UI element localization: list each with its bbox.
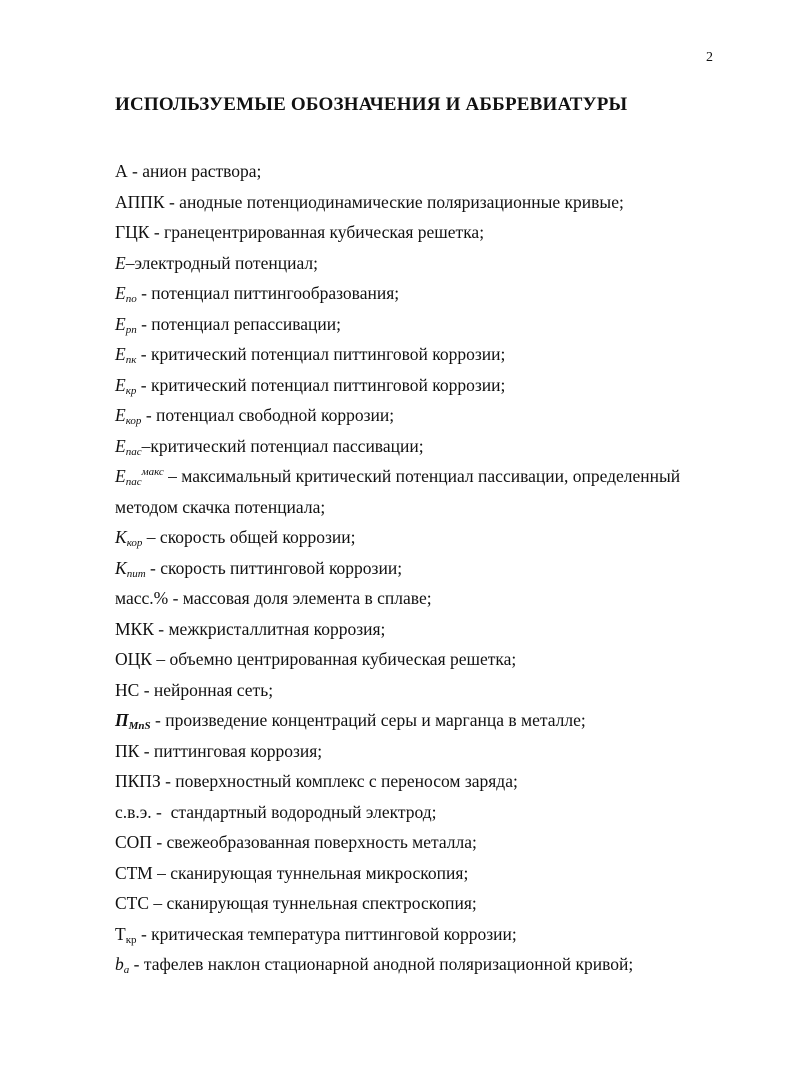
entry-subscript: пк: [125, 354, 137, 366]
abbreviation-list: [115, 156, 725, 980]
entry-text: межкристаллитная коррозия;: [168, 618, 386, 639]
list-item: [115, 553, 725, 584]
entry-separator: -: [153, 618, 169, 639]
entry-text: максимальный критический потенциал пассивации, определенный методом скачка потенциала;: [115, 466, 681, 517]
entry-subscript: MnS: [128, 720, 151, 732]
entry-text: скорость питтинговой коррозии;: [160, 557, 403, 578]
entry-text: анион раствора;: [142, 161, 262, 181]
entry-symbol: СТМ: [115, 862, 153, 883]
entry-text: тафелев наклон стационарной анодной поляризационной кривой;: [143, 954, 634, 974]
entry-text: объемно центрированная кубическая решетка;: [169, 649, 517, 669]
list-item: [115, 614, 725, 645]
entry-subscript: кр: [125, 933, 137, 946]
entry-separator: -: [136, 923, 152, 944]
entry-text: критический потенциал питтинговой коррозии;: [150, 344, 506, 364]
entry-separator: –: [141, 435, 151, 456]
entry-symbol: $E_{пас}$: [115, 435, 142, 458]
entry-text: стандартный водородный электрод;: [170, 801, 437, 822]
list-item: [115, 400, 725, 431]
entry-symbol: $E_{по}$: [115, 283, 137, 305]
list-item: [115, 705, 725, 736]
list-item: [115, 278, 725, 309]
entry-symbol: $K_{кор}$: [115, 527, 143, 549]
entry-text: нейронная сеть;: [153, 679, 274, 700]
entry-text: сканирующая туннельная микроскопия;: [170, 862, 469, 883]
entry-symbol: $E_{рп}$: [115, 313, 137, 336]
entry-subscript: по: [125, 293, 137, 305]
entry-separator: -: [129, 954, 144, 974]
entry-separator: –: [125, 252, 135, 273]
entry-separator: -: [141, 405, 157, 425]
entry-text: критический потенциал питтинговой коррозии;: [150, 374, 506, 395]
entry-separator: -: [160, 771, 176, 791]
list-item: [115, 217, 725, 248]
entry-text: потенциал свободной коррозии;: [156, 405, 395, 425]
entry-text: питтинговая коррозия;: [153, 740, 323, 761]
entry-separator: -: [145, 557, 161, 578]
list-item: [115, 827, 725, 858]
entry-text: критический потенциал пассивации;: [150, 435, 424, 456]
list-item: [115, 644, 725, 675]
entry-subscript: кор: [125, 415, 142, 427]
list-item: [115, 309, 725, 340]
entry-text: электродный потенциал;: [134, 252, 318, 273]
page-number: 2: [706, 50, 713, 65]
entry-separator: –: [149, 893, 167, 913]
entry-separator: -: [164, 191, 180, 212]
list-item: [115, 797, 725, 828]
entry-superscript: макс: [141, 466, 164, 478]
entry-symbol: $E_{пк}$: [115, 344, 137, 366]
entry-separator: -: [151, 801, 171, 822]
entry-text: произведение концентраций серы и марганца в металле;: [165, 710, 586, 730]
list-item: [115, 522, 725, 553]
entry-subscript: кр: [125, 384, 137, 397]
entry-separator: -: [136, 374, 151, 395]
list-item: [115, 187, 725, 218]
entry-separator: -: [149, 222, 165, 242]
entry-text: потенциал репассивации;: [151, 313, 342, 334]
entry-separator: -: [136, 283, 152, 303]
entry-symbol: с.в.э.: [115, 801, 152, 822]
entry-separator: –: [142, 527, 160, 547]
entry-symbol: $П_{MnS}$: [115, 710, 151, 732]
entry-symbol: $E_{кр}$: [115, 374, 137, 397]
entry-separator: –: [151, 649, 170, 669]
entry-symbol: $K_{пит}$: [115, 557, 146, 580]
list-item: [115, 339, 725, 370]
list-item: [115, 949, 725, 980]
list-item: [115, 583, 725, 614]
list-item: [115, 461, 725, 522]
page-title: ИСПОЛЬЗУЕМЫЕ ОБОЗНАЧЕНИЯ И АББРЕВИАТУРЫ: [115, 94, 628, 115]
list-item: [115, 370, 725, 401]
entry-subscript: пас: [125, 476, 142, 488]
entry-subscript: кор: [126, 537, 143, 549]
list-item: [115, 431, 725, 462]
entry-symbol: ГЦК: [115, 222, 150, 242]
entry-symbol: СОП: [115, 832, 152, 852]
entry-symbol: $b_a$: [115, 954, 130, 976]
entry-separator: -: [168, 588, 183, 608]
entry-text: скорость общей коррозии;: [159, 527, 356, 547]
entry-symbol: $E_{пас}^{макс}$: [115, 466, 164, 488]
entry-separator: –: [163, 466, 182, 486]
list-item: [115, 888, 725, 919]
entry-text: гранецентрированная кубическая решетка;: [164, 222, 485, 242]
entry-separator: -: [139, 679, 154, 700]
entry-text: критическая температура питтинговой коррозии;: [151, 923, 517, 944]
entry-text: потенциал питтингообразования;: [151, 283, 400, 303]
list-item: [115, 156, 725, 187]
entry-symbol: СТС: [115, 893, 150, 913]
entry-separator: -: [139, 740, 154, 761]
entry-separator: -: [151, 832, 167, 852]
entry-separator: -: [136, 313, 152, 334]
entry-symbol: E: [115, 252, 126, 273]
entry-symbol: НС: [115, 679, 140, 700]
list-item: [115, 736, 725, 767]
entry-separator: -: [150, 710, 166, 730]
entry-symbol: ОЦК: [115, 649, 152, 669]
entry-subscript: a: [123, 964, 130, 976]
entry-text: анодные потенциодинамические поляризационные кривые;: [179, 191, 624, 212]
entry-symbol: АППК: [115, 191, 165, 212]
entry-separator: -: [127, 161, 143, 181]
entry-subscript: рп: [125, 323, 137, 336]
entry-subscript: пас: [125, 445, 142, 458]
entry-symbol: ПК: [115, 740, 140, 761]
list-item: [115, 766, 725, 797]
entry-text: массовая доля элемента в сплаве;: [182, 588, 432, 608]
entry-symbol: $T_{кр}$: [115, 923, 137, 946]
list-item: [115, 858, 725, 889]
entry-text: сканирующая туннельная спектроскопия;: [166, 893, 477, 913]
list-item: [115, 675, 725, 706]
entry-separator: –: [152, 862, 171, 883]
entry-separator: -: [136, 344, 151, 364]
entry-text: свежеобразованная поверхность металла;: [166, 832, 477, 852]
entry-text: поверхностный комплекс с переносом заряда;: [175, 771, 518, 791]
list-item: [115, 248, 725, 279]
entry-subscript: пит: [126, 567, 146, 580]
entry-symbol: масс.%: [115, 588, 169, 608]
entry-symbol: МКК: [115, 618, 154, 639]
entry-symbol: ПКПЗ: [115, 771, 161, 791]
list-item: [115, 919, 725, 950]
entry-symbol: $E_{кор}$: [115, 405, 142, 427]
entry-symbol: А: [115, 161, 128, 181]
